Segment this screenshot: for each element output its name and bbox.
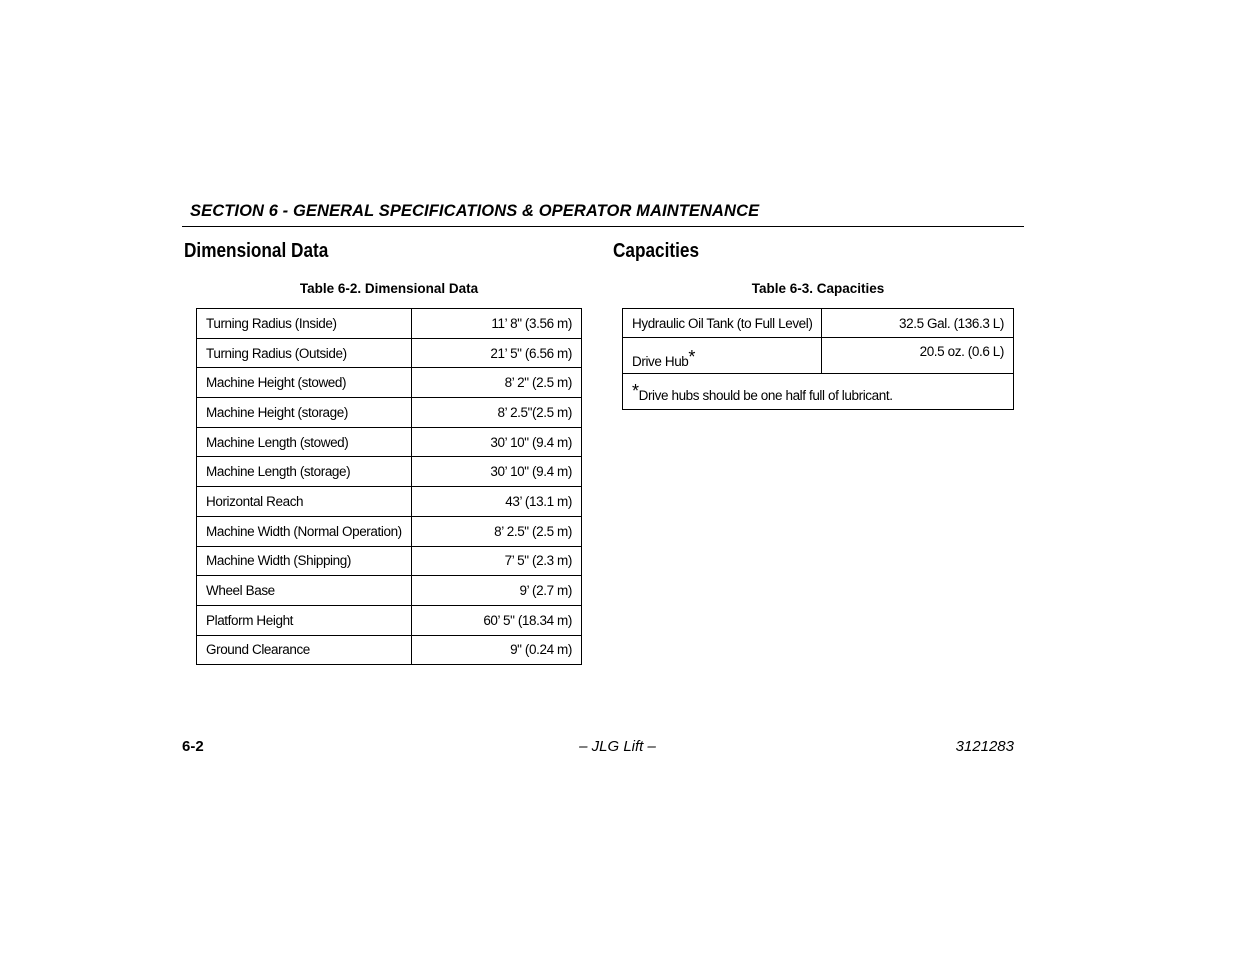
table-row — [623, 338, 1014, 374]
table-row — [197, 605, 582, 635]
dimension-label: Machine Length (storage) — [197, 457, 412, 487]
dimensional-data-heading: Dimensional Data — [184, 240, 329, 262]
capacity-label: Hydraulic Oil Tank (to Full Level) — [623, 309, 822, 338]
capacity-value: 20.5 oz. (0.6 L) — [822, 338, 1014, 374]
capacity-value: 32.5 Gal. (136.3 L) — [822, 309, 1014, 338]
table-row — [197, 457, 582, 487]
page-number: 6-2 — [182, 738, 204, 755]
capacities-heading: Capacities — [613, 240, 700, 262]
capacity-label — [623, 338, 822, 374]
dimension-value: 9’ (2.7 m) — [411, 576, 581, 606]
dimension-label: Machine Width (Shipping) — [197, 546, 412, 576]
table-row — [197, 635, 582, 665]
dimension-label: Machine Height (stowed) — [197, 368, 412, 398]
table-row — [197, 576, 582, 606]
table-row — [197, 546, 582, 576]
dimension-label: Machine Height (storage) — [197, 398, 412, 428]
footnote-row — [623, 374, 1014, 410]
dimension-label: Wheel Base — [197, 576, 412, 606]
header-rule — [182, 226, 1024, 227]
dimensional-data-table — [196, 308, 582, 665]
dimension-value: 30’ 10" (9.4 m) — [411, 457, 581, 487]
table-row — [623, 309, 1014, 338]
table-row — [197, 427, 582, 457]
dimension-label: Machine Width (Normal Operation) — [197, 516, 412, 546]
table-row — [197, 398, 582, 428]
footnote-cell — [623, 374, 1014, 410]
dimension-label: Horizontal Reach — [197, 487, 412, 517]
dimension-label: Turning Radius (Inside) — [197, 309, 412, 339]
capacities-table-caption: Table 6-3. Capacities — [751, 281, 885, 296]
dimension-value: 8’ 2" (2.5 m) — [411, 368, 581, 398]
section-title: SECTION 6 - GENERAL SPECIFICATIONS & OPERATOR MAINTENANCE — [190, 202, 760, 220]
dimension-value: 8’ 2.5" (2.5 m) — [411, 516, 581, 546]
footnote-marker: * — [632, 380, 639, 401]
table-row — [197, 516, 582, 546]
footer-center-text: – JLG Lift – — [579, 738, 656, 755]
dimension-value: 43’ (13.1 m) — [411, 487, 581, 517]
dimension-value: 11’ 8" (3.56 m) — [411, 309, 581, 339]
drive-hub-label: Drive Hub — [632, 353, 689, 369]
dimension-label: Turning Radius (Outside) — [197, 338, 412, 368]
dimension-value: 21’ 5" (6.56 m) — [411, 338, 581, 368]
footnote-marker: * — [688, 346, 696, 367]
table-row — [197, 368, 582, 398]
footnote-text: Drive hubs should be one half full of lubricant. — [638, 387, 893, 403]
table-row — [197, 487, 582, 517]
dimension-value: 7’ 5" (2.3 m) — [411, 546, 581, 576]
dimension-value: 60’ 5" (18.34 m) — [411, 605, 581, 635]
table-row — [197, 309, 582, 339]
dimension-value: 9" (0.24 m) — [411, 635, 581, 665]
table-row — [197, 338, 582, 368]
dimension-value: 8’ 2.5"(2.5 m) — [411, 398, 581, 428]
dimension-label: Platform Height — [197, 605, 412, 635]
capacities-table — [622, 308, 1014, 410]
dimension-label: Machine Length (stowed) — [197, 427, 412, 457]
dimension-value: 30’ 10" (9.4 m) — [411, 427, 581, 457]
dimension-label: Ground Clearance — [197, 635, 412, 665]
dimensional-table-caption: Table 6-2. Dimensional Data — [299, 281, 479, 296]
document-number: 3121283 — [955, 738, 1014, 755]
